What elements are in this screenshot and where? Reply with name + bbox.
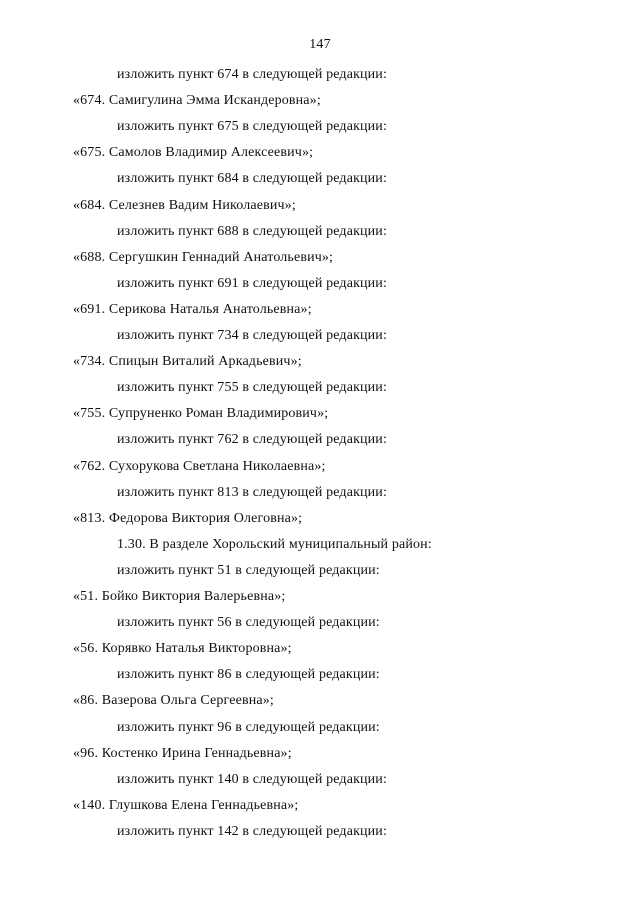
- instruction-line: изложить пункт 688 в следующей редакции:: [117, 223, 387, 239]
- instruction-line: изложить пункт 140 в следующей редакции:: [117, 771, 387, 787]
- instruction-line: изложить пункт 684 в следующей редакции:: [117, 171, 387, 187]
- page-number: 147: [309, 37, 331, 52]
- instruction-line: изложить пункт 142 в следующей редакции:: [117, 823, 387, 839]
- amendment-text-line: «675. Самолов Владимир Алексеевич»;: [73, 145, 314, 161]
- amendment-text-line: «813. Федорова Виктория Олеговна»;: [73, 510, 303, 526]
- amendment-text-line: «140. Глушкова Елена Геннадьевна»;: [73, 797, 299, 813]
- instruction-line: изложить пункт 96 в следующей редакции:: [117, 719, 380, 735]
- instruction-line: изложить пункт 755 в следующей редакции:: [117, 380, 387, 396]
- amendment-text-line: «96. Костенко Ирина Геннадьевна»;: [73, 745, 292, 761]
- instruction-line: изложить пункт 674 в следующей редакции:: [117, 67, 387, 82]
- amendment-text-line: «56. Корявко Наталья Викторовна»;: [73, 641, 292, 657]
- instruction-line: изложить пункт 86 в следующей редакции:: [117, 667, 380, 683]
- instruction-line: изложить пункт 762 в следующей редакции:: [117, 432, 387, 448]
- amendment-text-line: «762. Сухорукова Светлана Николаевна»;: [73, 458, 326, 474]
- amendment-text-line: «734. Спицын Виталий Аркадьевич»;: [73, 354, 302, 370]
- instruction-line: изложить пункт 691 в следующей редакции:: [117, 275, 387, 291]
- amendment-text-line: «684. Селезнев Вадим Николаевич»;: [73, 197, 296, 213]
- amendment-text-line: «755. Супруненко Роман Владимирович»;: [73, 406, 329, 422]
- subsection-heading: 1.30. В разделе Хорольский муниципальный район:: [117, 536, 432, 552]
- instruction-line: изложить пункт 56 в следующей редакции:: [117, 615, 380, 631]
- amendment-text-line: «51. Бойко Виктория Валерьевна»;: [73, 589, 286, 604]
- instruction-line: изложить пункт 813 в следующей редакции:: [117, 484, 387, 500]
- instruction-line: изложить пункт 675 в следующей редакции:: [117, 119, 387, 135]
- instruction-line: изложить пункт 51 в следующей редакции:: [117, 562, 380, 578]
- amendment-text-line: «86. Вазерова Ольга Сергеевна»;: [73, 693, 274, 709]
- amendment-text-line: «691. Серикова Наталья Анатольевна»;: [73, 301, 312, 317]
- amendment-text-line: «674. Самигулина Эмма Искандеровна»;: [73, 93, 321, 109]
- instruction-line: изложить пункт 734 в следующей редакции:: [117, 328, 387, 343]
- amendment-text-line: «688. Сергушкин Геннадий Анатольевич»;: [73, 249, 334, 265]
